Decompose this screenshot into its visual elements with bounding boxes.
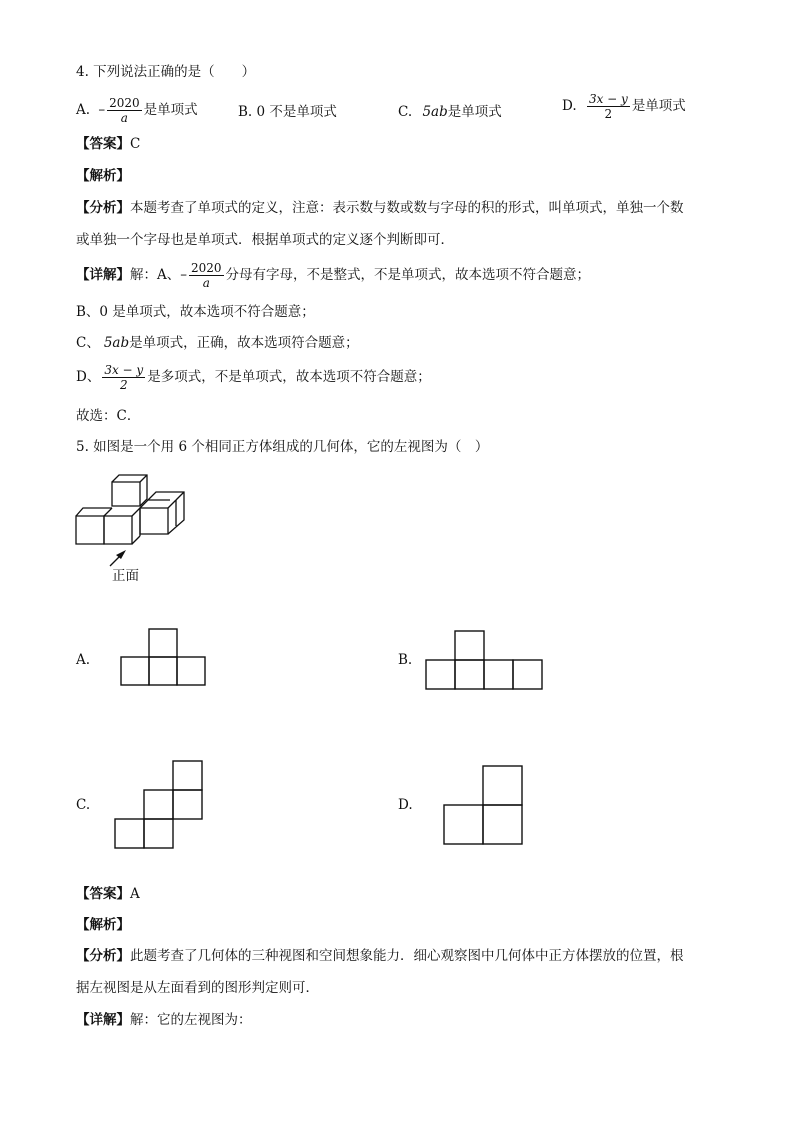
q4-detail-c: C、 5ab是单项式，正确，故本选项符合题意； xyxy=(76,335,359,351)
fraction: $\frac{3x - y}{2}$ xyxy=(104,363,144,392)
front-label: 正面 xyxy=(112,568,139,584)
q5-stem: 5. 如图是一个用 6 个相同正方体组成的几何体，它的左视图为（ ） xyxy=(76,439,489,455)
q5-fenxi: 【分析】此题考查了几何体的三种视图和空间想象能力．细心观察图中几何体中正方体摆放的位置，根 xyxy=(76,948,684,964)
q4-stem: 4. 下列说法正确的是（ ） xyxy=(76,64,256,80)
q5-option-b-figure xyxy=(425,630,545,690)
fraction: $\frac{3x - y}{2}$ xyxy=(588,92,628,121)
q5-option-c-label: C. xyxy=(76,797,91,813)
q5-option-a-label: A. xyxy=(76,652,91,668)
q4-option-a: A. – $\frac{2020}{a}$ 是单项式 xyxy=(76,96,198,125)
q5-option-d-label: D. xyxy=(398,797,413,813)
q4-option-d: D. $\frac{3x - y}{2}$ 是单项式 xyxy=(562,92,686,121)
q4-conclusion: 故选：C． xyxy=(76,408,141,424)
solid-figure xyxy=(70,462,200,562)
q5-fenxi-cont: 据左视图是从左面看到的图形判定则可． xyxy=(76,980,319,996)
q4-options-row xyxy=(76,92,198,128)
q5-option-c-figure xyxy=(113,760,205,850)
fraction: $\frac{2020}{a}$ xyxy=(109,96,140,125)
q5-detail: 【详解】解：它的左视图为： xyxy=(76,1012,252,1028)
q4-option-b: B. 0 不是单项式 xyxy=(238,104,337,120)
q4-analysis-heading: 【解析】 xyxy=(76,168,130,184)
q5-option-b-label: B. xyxy=(398,652,413,668)
q4-answer: 【答案】C xyxy=(76,136,141,152)
fraction: $\frac{2020}{a}$ xyxy=(191,261,222,290)
q5-option-d-figure xyxy=(442,765,526,847)
q5-answer: 【答案】A xyxy=(76,886,140,902)
q4-detail-d: D、 $\frac{3x - y}{2}$ 是多项式，不是单项式，故本选项不符合题意； xyxy=(76,363,431,392)
q4-fenxi: 【分析】本题考查了单项式的定义，注意：表示数与数或数与字母的积的形式，叫单项式，单独一个数 xyxy=(76,200,684,216)
q4-fenxi-cont: 或单独一个字母也是单项式．根据单项式的定义逐个判断即可． xyxy=(76,232,454,248)
q5-option-a-figure xyxy=(120,628,208,686)
q4-option-c: C. 5ab是单项式 xyxy=(398,104,502,120)
q4-detail-b: B、0 是单项式，故本选项不符合题意； xyxy=(76,304,315,320)
q4-detail-a: 【详解】解：A、– $\frac{2020}{a}$ 分母有字母，不是整式，不是单项式，故本选项不符合题意； xyxy=(76,261,591,290)
q5-analysis-heading: 【解析】 xyxy=(76,917,130,933)
